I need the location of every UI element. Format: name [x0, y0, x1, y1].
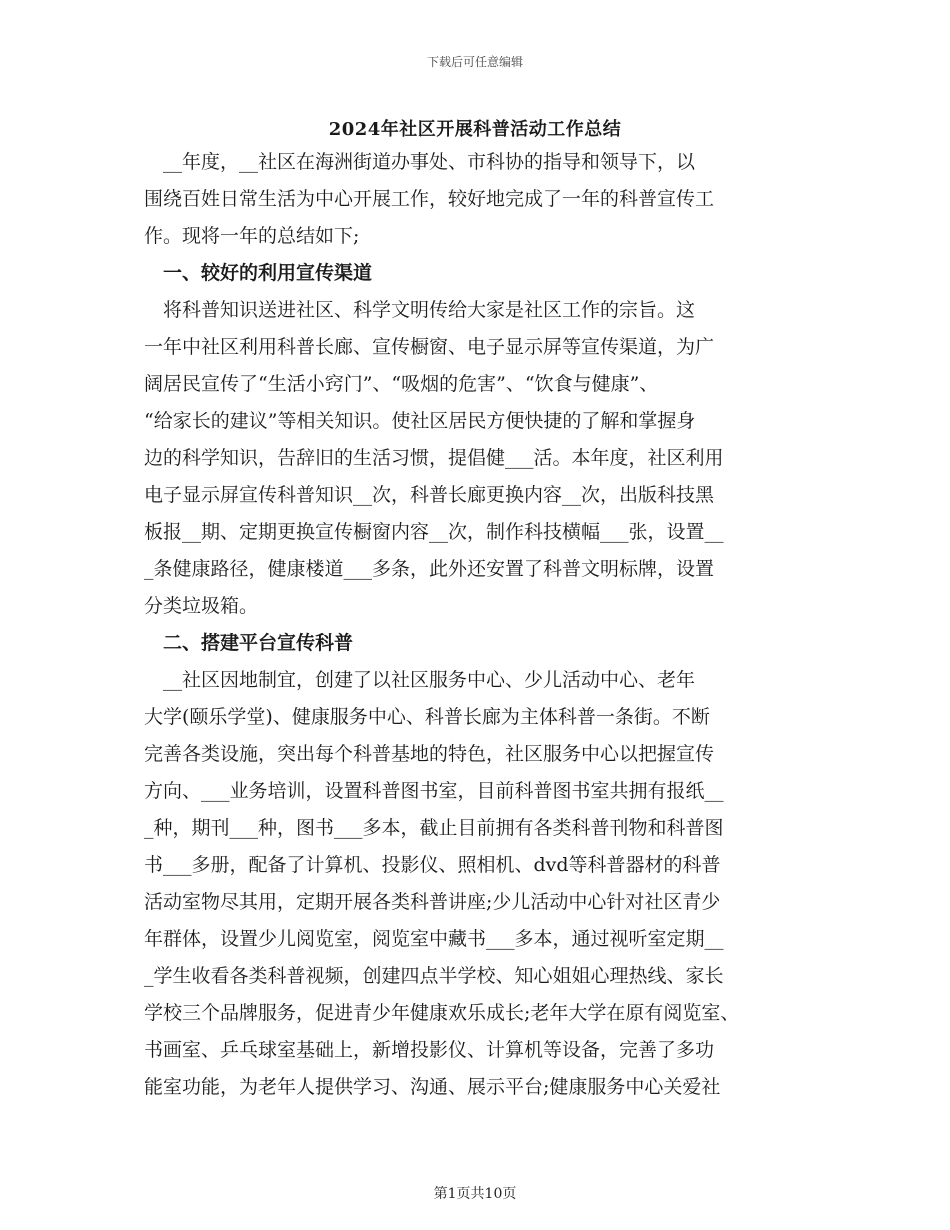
paragraph-line: 能室功能，为老年人提供学习、沟通、展示平台;健康服务中心关爱社	[144, 1076, 721, 1098]
paragraph-line: 年群体，设置少儿阅览室，阅览室中藏书___多本，通过视听室定期__	[144, 928, 724, 950]
paragraph-line: 分类垃圾箱。	[144, 595, 259, 617]
paragraph-line: __社区因地制宜，创建了以社区服务中心、少儿活动中心、老年	[144, 669, 696, 691]
paragraph-line: 一年中社区利用科普长廊、宣传橱窗、电子显示屏等宣传渠道，为广	[144, 336, 715, 358]
paragraph-line: 电子显示屏宣传科普知识__次，科普长廊更换内容__次，出版科技黑	[144, 484, 715, 506]
paragraph-line: 学校三个品牌服务，促进青少年健康欢乐成长;老年大学在原有阅览室、	[144, 1002, 740, 1024]
paragraph-line: _条健康路径，健康楼道___多条，此外还安置了科普文明标牌，设置	[144, 558, 715, 580]
paragraph-line: 围绕百姓日常生活为中心开展工作，较好地完成了一年的科普宣传工	[144, 188, 715, 210]
paragraph-line: “给家长的建议”等相关知识。使社区居民方便快捷的了解和掌握身	[144, 410, 696, 432]
paragraph-line: _学生收看各类科普视频，创建四点半学校、知心姐姐心理热线、家长	[144, 965, 724, 987]
paragraph-line: _种，期刊___种，图书___多本，截止目前拥有各类科普刊物和科普图	[144, 817, 724, 839]
paragraph-line: 书___多册，配备了计算机、投影仪、照相机、dvd等科普器材的科普	[144, 854, 721, 876]
paragraph-line: 活动室物尽其用，定期开展各类科普讲座;少儿活动中心针对社区青少	[144, 891, 721, 913]
paragraph-line: 完善各类设施，突出每个科普基地的特色，社区服务中心以把握宣传	[144, 743, 715, 765]
page-header-note: 下载后可任意编辑	[426, 55, 523, 69]
paragraph-line: __年度，__社区在海洲街道办事处、市科协的指导和领导下，以	[144, 151, 696, 173]
paragraph-line: 将科普知识送进社区、科学文明传给大家是社区工作的宗旨。这	[144, 299, 696, 321]
paragraph-line: 书画室、乒乓球室基础上，新增投影仪、计算机等设备，完善了多功	[144, 1039, 715, 1061]
paragraph-line: 作。现将一年的总结如下;	[144, 225, 360, 247]
paragraph-line: 阔居民宣传了“生活小窍门”、“吸烟的危害”、“饮食与健康”、	[144, 373, 659, 395]
document-title: 2024年社区开展科普活动工作总结	[328, 119, 622, 140]
section-heading: 一、较好的利用宣传渠道	[144, 262, 373, 284]
page-number: 第1页共10页	[433, 1186, 517, 1202]
paragraph-line: 大学(颐乐学堂)、健康服务中心、科普长廊为主体科普一条街。不断	[144, 706, 710, 728]
section-heading: 二、搭建平台宣传科普	[144, 632, 354, 654]
paragraph-line: 边的科学知识，告辞旧的生活习惯，提倡健___活。本年度，社区利用	[144, 447, 724, 469]
paragraph-line: 板报__期、定期更换宣传橱窗内容__次，制作科技横幅___张，设置__	[144, 521, 724, 543]
paragraph-line: 方向、___业务培训，设置科普图书室，目前科普图书室共拥有报纸__	[144, 780, 724, 802]
